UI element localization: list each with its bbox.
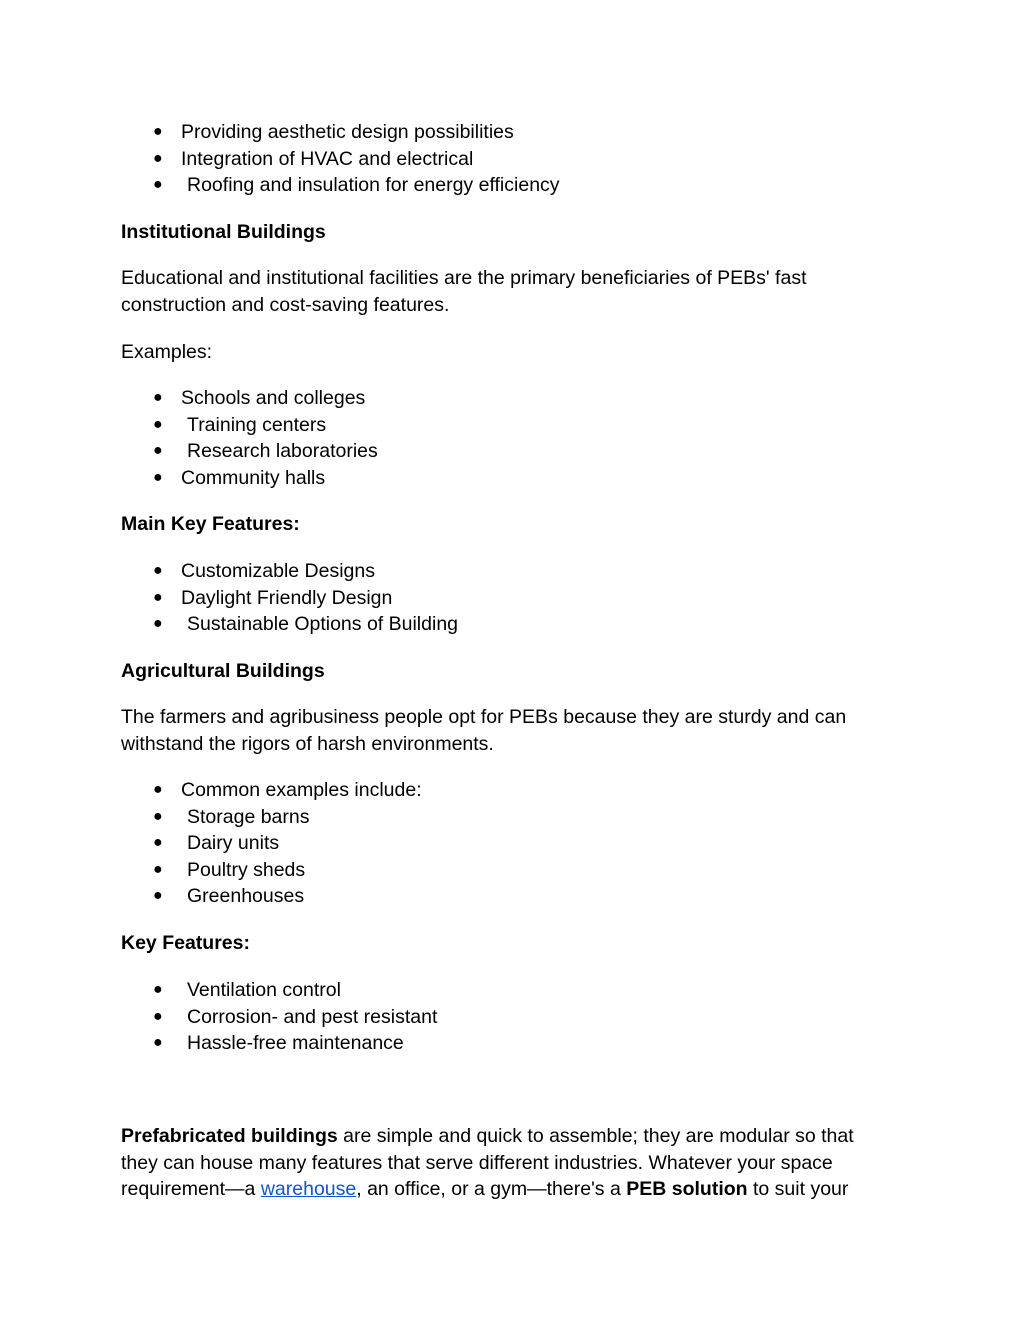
paragraph-agricultural: The farmers and agribusiness people opt for PEBs because they are sturdy and can withstand the rigors of harsh environments. [121, 706, 847, 755]
bullet-icon: ● [153, 468, 163, 486]
closing-text-3: to suit your [747, 1178, 849, 1200]
section-heading-institutional: Institutional Buildings [121, 221, 326, 243]
bullet-list-examples [121, 385, 884, 491]
bullet-icon: ● [153, 1034, 163, 1051]
section-heading-agricultural: Agricultural Buildings [121, 660, 325, 682]
list-item-text: Corrosion- and pest resistant [187, 1005, 438, 1028]
list-item-text: Training centers [187, 413, 327, 436]
paragraph-closing [121, 1123, 884, 1203]
list-item [121, 857, 884, 884]
bullet-list-agricultural [121, 777, 884, 910]
list-item [121, 585, 884, 612]
closing-text-1: are simple and quick to assemble; they are modular so that they can house many features that serve different industries. Whatever your space requirement—a [121, 1125, 854, 1200]
bullet-icon: ● [153, 442, 163, 459]
list-item [121, 172, 884, 199]
section-heading-key-features: Key Features: [121, 932, 250, 954]
list-item [121, 438, 884, 465]
list-item-text: Schools and colleges [181, 387, 366, 409]
list-item-text: Integration of HVAC and electrical [181, 147, 474, 170]
list-item-text: Community halls [181, 466, 326, 489]
list-item [121, 977, 884, 1004]
list-item [121, 412, 884, 439]
list-item-text: Daylight Friendly Design [181, 586, 393, 609]
list-item [121, 804, 884, 831]
bullet-list-main-features [121, 558, 884, 638]
bullet-icon: ● [153, 123, 163, 140]
bullet-icon: ● [153, 887, 163, 904]
bullet-list-key-features [121, 977, 884, 1057]
list-item-text: Storage barns [187, 805, 310, 828]
bullet-icon: ● [153, 807, 163, 825]
warehouse-link[interactable]: warehouse [260, 1178, 357, 1200]
bullet-icon: ● [153, 562, 163, 579]
list-item-text: Poultry sheds [187, 858, 306, 881]
closing-text-2: , an office, or a gym—there's a [356, 1178, 627, 1200]
bold-lead: Prefabricated buildings [121, 1125, 338, 1147]
bullet-icon: ● [153, 834, 163, 851]
list-item [121, 558, 884, 585]
list-item [121, 611, 884, 638]
bullet-icon: ● [153, 615, 163, 632]
bullet-icon: ● [153, 389, 163, 406]
list-item [121, 146, 884, 173]
list-item [121, 119, 884, 146]
list-item [121, 777, 884, 804]
list-item [121, 385, 884, 412]
examples-label: Examples: [121, 341, 213, 363]
bullet-list-design [121, 119, 884, 199]
bold-peb-solution: PEB solution [626, 1178, 748, 1200]
list-item-text: Roofing and insulation for energy efficiency [187, 174, 560, 196]
list-item-text: Customizable Designs [181, 560, 376, 582]
list-item-text: Greenhouses [187, 885, 305, 907]
bullet-icon: ● [153, 981, 163, 998]
list-item [121, 1030, 884, 1057]
list-item-text: Hassle-free maintenance [187, 1032, 404, 1054]
bullet-icon: ● [153, 1007, 163, 1025]
list-item [121, 830, 884, 857]
bullet-icon: ● [153, 781, 163, 798]
list-item-text: Ventilation control [187, 979, 341, 1001]
bullet-icon: ● [153, 588, 163, 606]
list-item-text: Dairy units [187, 832, 280, 854]
list-item-text: Providing aesthetic design possibilities [181, 121, 514, 143]
bullet-icon: ● [153, 149, 163, 167]
list-item [121, 883, 884, 910]
list-item-text: Common examples include: [181, 779, 422, 801]
bullet-icon: ● [153, 176, 163, 193]
list-item [121, 465, 884, 492]
list-item-text: Sustainable Options of Building [187, 613, 459, 635]
bullet-icon: ● [153, 860, 163, 878]
section-heading-main-features: Main Key Features: [121, 513, 300, 535]
list-item [121, 1004, 884, 1031]
bullet-icon: ● [153, 415, 163, 433]
list-item-text: Research laboratories [187, 440, 378, 462]
paragraph-institutional: Educational and institutional facilities are the primary beneficiaries of PEBs' fast construction and cost-saving features. [121, 267, 807, 316]
